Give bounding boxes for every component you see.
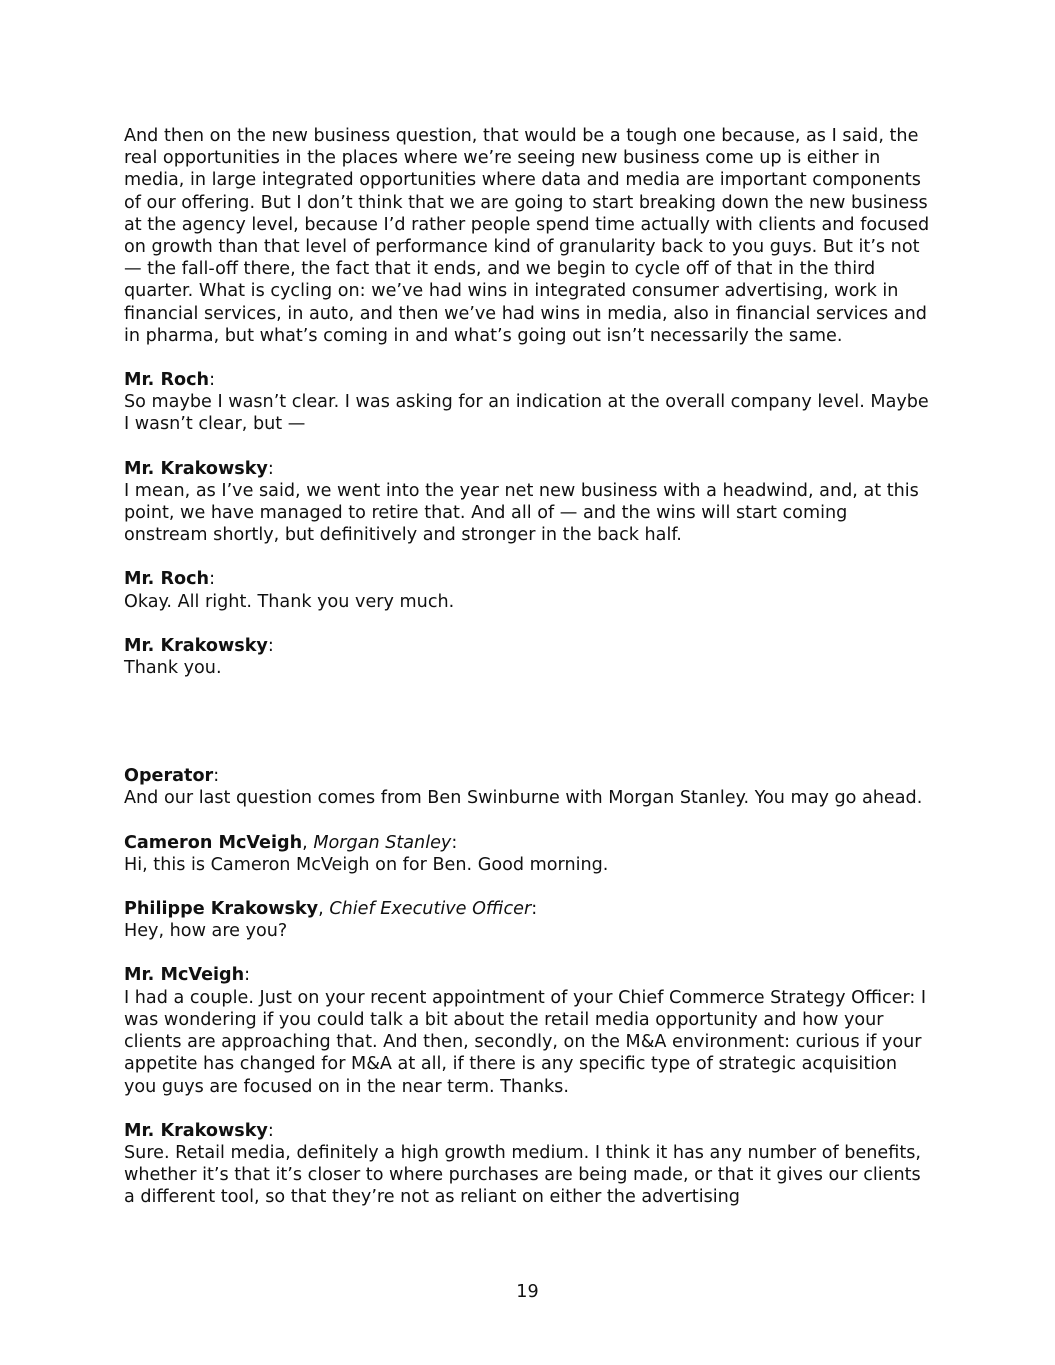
transcript-block bbox=[124, 1120, 934, 1209]
transcript-text: I had a couple. Just on your recent appointment of your Chief Commerce Strategy Officer: I was wondering if you could talk a bit about the retail media opportunity and how your clients are approaching that. And then, secondly, on the M&A environment: curious if your appetite has changed for M&A at all, if there is any specific type of strategic acquisition you guys are focused on in the near term. Thanks. bbox=[124, 987, 927, 1097]
transcript-block bbox=[124, 369, 934, 436]
speaker-line bbox=[124, 458, 934, 480]
speaker-line bbox=[124, 568, 934, 590]
speaker-name: Mr. Krakowsky bbox=[124, 1120, 268, 1141]
colon: : bbox=[209, 569, 216, 590]
speaker-name: Mr. Krakowsky bbox=[124, 458, 268, 479]
colon: : bbox=[213, 766, 220, 787]
transcript-block bbox=[124, 568, 934, 612]
transcript-text: Okay. All right. Thank you very much. bbox=[124, 591, 455, 612]
comma: , bbox=[302, 832, 314, 853]
speaker-line bbox=[124, 369, 934, 391]
transcript-text: Hey, how are you? bbox=[124, 921, 288, 942]
speaker-name: Philippe Krakowsky bbox=[124, 899, 319, 920]
transcript-text: So maybe I wasn’t clear. I was asking for an indication at the overall company level. Maybe I wasn’t clear, but — bbox=[124, 392, 929, 435]
speaker-name: Operator bbox=[124, 766, 214, 787]
transcript-block bbox=[124, 765, 934, 809]
transcript-text: I mean, as I’ve said, we went into the year net new business with a headwind, and, at this point, we have managed to retire that. And all of — and the wins will start coming onstream shortly, but definitively and stronger in the back half. bbox=[124, 480, 919, 546]
speaker-line bbox=[124, 964, 934, 986]
colon: : bbox=[267, 635, 274, 656]
speaker-line bbox=[124, 765, 934, 787]
speaker-line bbox=[124, 1120, 934, 1142]
colon: : bbox=[451, 832, 458, 853]
colon: : bbox=[244, 965, 251, 986]
colon: : bbox=[209, 370, 216, 391]
speaker-name: Cameron McVeigh bbox=[124, 832, 303, 853]
colon: : bbox=[267, 458, 274, 479]
transcript-text: Hi, this is Cameron McVeigh on for Ben. Good morning. bbox=[124, 854, 609, 875]
transcript-text: Thank you. bbox=[124, 658, 222, 679]
transcript-block bbox=[124, 635, 934, 679]
speaker-name: Mr. Krakowsky bbox=[124, 635, 268, 656]
speaker-line bbox=[124, 832, 934, 854]
colon: : bbox=[531, 899, 538, 920]
transcript-block bbox=[124, 898, 934, 942]
page-number: 19 bbox=[516, 1282, 539, 1302]
transcript-text: Sure. Retail media, definitely a high growth medium. I think it has any number of benefits, whether it’s that it’s closer to where purchases are being made, or that it gives our clients a different tool, so that they’re not as reliant on either the advertising bbox=[124, 1142, 921, 1208]
transcript-text: And our last question comes from Ben Swinburne with Morgan Stanley. You may go ahead. bbox=[124, 788, 923, 809]
transcript-block bbox=[124, 125, 934, 347]
speaker-name: Mr. McVeigh bbox=[124, 965, 245, 986]
transcript-block bbox=[124, 964, 934, 1097]
transcript-text: And then on the new business question, that would be a tough one because, as I said, the real opportunities in the places where we’re seeing new business come up is either in media, in large integrated opportunities where data and media are important components of our offering. But I don’t think that we are going to start breaking down the new business at the agency level, because I’d rather people spend time actually with clients and focused on growth than that level of performance kind of granularity back to you guys. But it’s not — the fall-off there, the fact that it ends, and we begin to cycle off of that in the third quarter. What is cycling on: we’ve had wins in integrated consumer advertising, work in financial services, in auto, and then we’ve had wins in media, also in financial services and in pharma, but what’s coming in and what’s going out isn’t necessarily the same. bbox=[124, 126, 930, 346]
speaker-name: Mr. Roch bbox=[124, 370, 210, 391]
speaker-title: Morgan Stanley bbox=[313, 832, 452, 853]
transcript-page bbox=[124, 125, 934, 1231]
speaker-title: Chief Executive Officer bbox=[329, 899, 532, 920]
comma: , bbox=[318, 899, 330, 920]
transcript-block bbox=[124, 832, 934, 876]
colon: : bbox=[267, 1120, 274, 1141]
speaker-name: Mr. Roch bbox=[124, 569, 210, 590]
transcript-block bbox=[124, 458, 934, 547]
speaker-line bbox=[124, 898, 934, 920]
speaker-line bbox=[124, 635, 934, 657]
section-gap bbox=[124, 701, 934, 765]
